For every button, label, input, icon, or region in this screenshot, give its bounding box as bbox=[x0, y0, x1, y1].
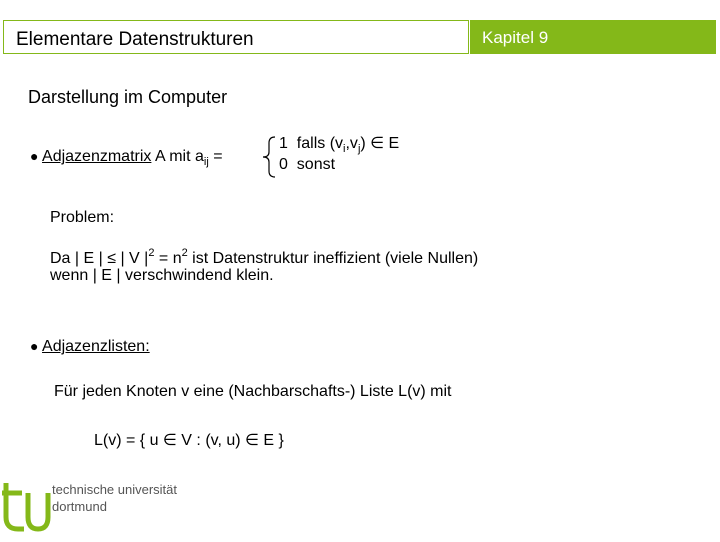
logo-line-2: dortmund bbox=[52, 499, 107, 514]
case1-sub-j: j bbox=[357, 143, 361, 155]
case1-value: 1 bbox=[279, 135, 288, 152]
matrix-case-2 bbox=[279, 156, 335, 174]
tu-dortmund-logo bbox=[2, 477, 202, 542]
problem-line-2: wenn | E | verschwindend klein. bbox=[50, 267, 274, 284]
problem-line1-part-b: = n bbox=[154, 250, 182, 267]
matrix-equals: = bbox=[213, 148, 223, 165]
problem-label: Problem: bbox=[50, 209, 115, 226]
logo-line-1: technische universität bbox=[52, 482, 178, 497]
matrix-subscript: ij bbox=[203, 156, 209, 168]
curly-brace-icon bbox=[260, 136, 278, 178]
problem-sup-a: 2 bbox=[148, 247, 155, 259]
problem-line1-part-a: Da | E | ≤ | V | bbox=[50, 250, 149, 267]
case2-text: sonst bbox=[296, 156, 336, 173]
matrix-case-1 bbox=[279, 133, 399, 155]
problem-line1-part-c: ist Datenstruktur ineffizient (viele Nullen) bbox=[187, 250, 479, 267]
section-title: Darstellung im Computer bbox=[28, 87, 228, 107]
lists-formula: L(v) = { u ∈ V : (v, u) ∈ E } bbox=[94, 432, 284, 449]
header-title: Elementare Datenstrukturen bbox=[16, 29, 254, 50]
case1-rest: ) ∈ E bbox=[360, 135, 400, 152]
case1-text: falls (v bbox=[296, 135, 344, 152]
matrix-definition bbox=[30, 148, 223, 168]
lists-heading bbox=[30, 338, 150, 356]
matrix-label: Adjazenzmatrix bbox=[42, 148, 152, 165]
header-title-box bbox=[3, 20, 469, 54]
bullet-icon: ● bbox=[30, 338, 39, 354]
problem-line-1 bbox=[50, 247, 478, 268]
problem-sup-b: 2 bbox=[181, 247, 188, 259]
matrix-text: A mit a bbox=[154, 148, 204, 165]
slide-header bbox=[0, 16, 720, 60]
case1-sub-i: i bbox=[343, 143, 346, 155]
bullet-icon: ● bbox=[30, 148, 39, 164]
case2-value: 0 bbox=[279, 156, 288, 173]
lists-label: Adjazenzlisten: bbox=[42, 338, 150, 355]
chapter-label: Kapitel 9 bbox=[482, 28, 549, 47]
case1-comma: ,v bbox=[345, 135, 358, 152]
header-chapter-box bbox=[470, 20, 716, 54]
lists-description: Für jeden Knoten v eine (Nachbarschafts-) Liste L(v) mit bbox=[54, 383, 452, 400]
